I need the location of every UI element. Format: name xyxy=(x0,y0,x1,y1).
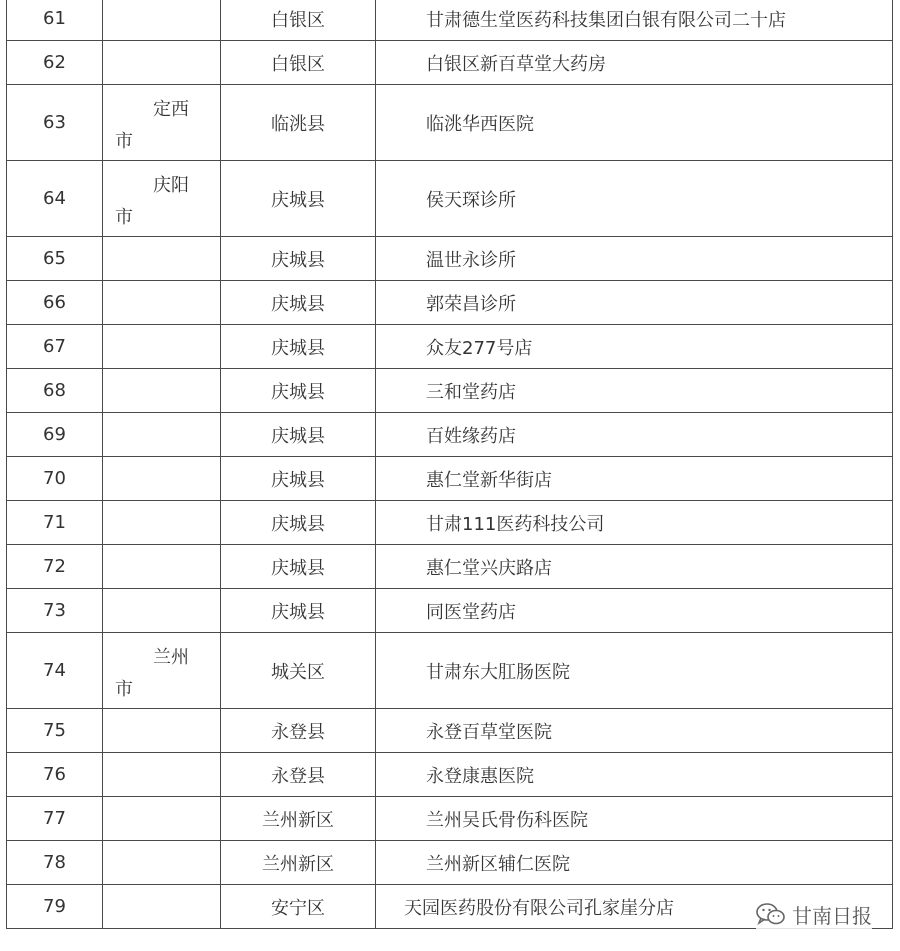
district-cell: 庆城县 xyxy=(221,501,376,545)
table-row xyxy=(7,237,893,281)
table-row xyxy=(7,545,893,589)
row-number: 65 xyxy=(7,237,103,281)
table-row xyxy=(7,753,893,797)
city-cell xyxy=(103,841,221,885)
institution-name: 众友277号店 xyxy=(376,325,893,369)
institution-name: 兰州吴氏骨伤科医院 xyxy=(376,797,893,841)
table-row xyxy=(7,413,893,457)
city-cell xyxy=(103,0,221,41)
institution-name: 甘肃德生堂医药科技集团白银有限公司二十店 xyxy=(376,0,893,41)
city-cell xyxy=(103,325,221,369)
city-name-bottom: 市 xyxy=(115,679,133,700)
table-row xyxy=(7,457,893,501)
table-row xyxy=(7,841,893,885)
city-cell xyxy=(103,281,221,325)
row-number: 75 xyxy=(7,709,103,753)
row-number: 73 xyxy=(7,589,103,633)
city-name-bottom: 市 xyxy=(115,131,133,152)
institution-name: 温世永诊所 xyxy=(376,237,893,281)
district-cell: 安宁区 xyxy=(221,885,376,929)
table-row xyxy=(7,633,893,709)
district-cell: 庆城县 xyxy=(221,369,376,413)
district-cell: 庆城县 xyxy=(221,413,376,457)
city-cell xyxy=(103,633,221,709)
institution-name: 同医堂药店 xyxy=(376,589,893,633)
city-name-bottom: 市 xyxy=(115,207,133,228)
city-name-top: 定西 xyxy=(153,99,189,120)
row-number: 63 xyxy=(7,85,103,161)
city-cell xyxy=(103,709,221,753)
table-row xyxy=(7,501,893,545)
city-cell xyxy=(103,457,221,501)
row-number: 78 xyxy=(7,841,103,885)
institution-name: 百姓缘药店 xyxy=(376,413,893,457)
city-cell xyxy=(103,369,221,413)
table-row xyxy=(7,41,893,85)
table-row xyxy=(7,589,893,633)
district-cell: 庆城县 xyxy=(221,281,376,325)
row-number: 69 xyxy=(7,413,103,457)
table-row xyxy=(7,161,893,237)
city-cell xyxy=(103,545,221,589)
row-number: 76 xyxy=(7,753,103,797)
table-row xyxy=(7,709,893,753)
institution-name: 天园医药股份有限公司孔家崖分店 xyxy=(376,885,893,929)
pharmacy-list-table xyxy=(6,0,893,929)
institution-name: 甘肃东大肛肠医院 xyxy=(376,633,893,709)
district-cell: 庆城县 xyxy=(221,161,376,237)
row-number: 66 xyxy=(7,281,103,325)
city-cell xyxy=(103,797,221,841)
city-name-top: 兰州 xyxy=(153,647,189,668)
district-cell: 城关区 xyxy=(221,633,376,709)
city-cell xyxy=(103,85,221,161)
institution-name: 甘肃111医药科技公司 xyxy=(376,501,893,545)
row-number: 77 xyxy=(7,797,103,841)
institution-name: 侯天琛诊所 xyxy=(376,161,893,237)
district-cell: 庆城县 xyxy=(221,545,376,589)
watermark xyxy=(756,900,872,929)
row-number: 68 xyxy=(7,369,103,413)
table-row xyxy=(7,85,893,161)
table-row xyxy=(7,369,893,413)
institution-name: 郭荣昌诊所 xyxy=(376,281,893,325)
row-number: 61 xyxy=(7,0,103,41)
row-number: 64 xyxy=(7,161,103,237)
district-cell: 庆城县 xyxy=(221,589,376,633)
city-cell xyxy=(103,237,221,281)
institution-name: 兰州新区辅仁医院 xyxy=(376,841,893,885)
institution-name: 永登康惠医院 xyxy=(376,753,893,797)
district-cell: 永登县 xyxy=(221,709,376,753)
district-cell: 永登县 xyxy=(221,753,376,797)
city-cell xyxy=(103,885,221,929)
row-number: 72 xyxy=(7,545,103,589)
city-cell xyxy=(103,501,221,545)
district-cell: 白银区 xyxy=(221,0,376,41)
row-number: 62 xyxy=(7,41,103,85)
district-cell: 临洮县 xyxy=(221,85,376,161)
row-number: 79 xyxy=(7,885,103,929)
table-row xyxy=(7,281,893,325)
table-row xyxy=(7,325,893,369)
district-cell: 庆城县 xyxy=(221,237,376,281)
pharmacy-list-table-container xyxy=(6,0,892,929)
table-row xyxy=(7,797,893,841)
institution-name: 白银区新百草堂大药房 xyxy=(376,41,893,85)
institution-name: 惠仁堂新华街店 xyxy=(376,457,893,501)
row-number: 71 xyxy=(7,501,103,545)
row-number: 70 xyxy=(7,457,103,501)
institution-name: 临洮华西医院 xyxy=(376,85,893,161)
city-cell xyxy=(103,589,221,633)
watermark-text: 甘南日报 xyxy=(792,904,872,928)
city-cell xyxy=(103,41,221,85)
city-cell xyxy=(103,161,221,237)
row-number: 67 xyxy=(7,325,103,369)
city-cell xyxy=(103,753,221,797)
institution-name: 永登百草堂医院 xyxy=(376,709,893,753)
district-cell: 兰州新区 xyxy=(221,797,376,841)
district-cell: 白银区 xyxy=(221,41,376,85)
table-row xyxy=(7,0,893,41)
institution-name: 三和堂药店 xyxy=(376,369,893,413)
city-name-top: 庆阳 xyxy=(153,175,189,196)
district-cell: 兰州新区 xyxy=(221,841,376,885)
wechat-icon xyxy=(756,902,786,928)
institution-name: 惠仁堂兴庆路店 xyxy=(376,545,893,589)
district-cell: 庆城县 xyxy=(221,325,376,369)
district-cell: 庆城县 xyxy=(221,457,376,501)
row-number: 74 xyxy=(7,633,103,709)
city-cell xyxy=(103,413,221,457)
